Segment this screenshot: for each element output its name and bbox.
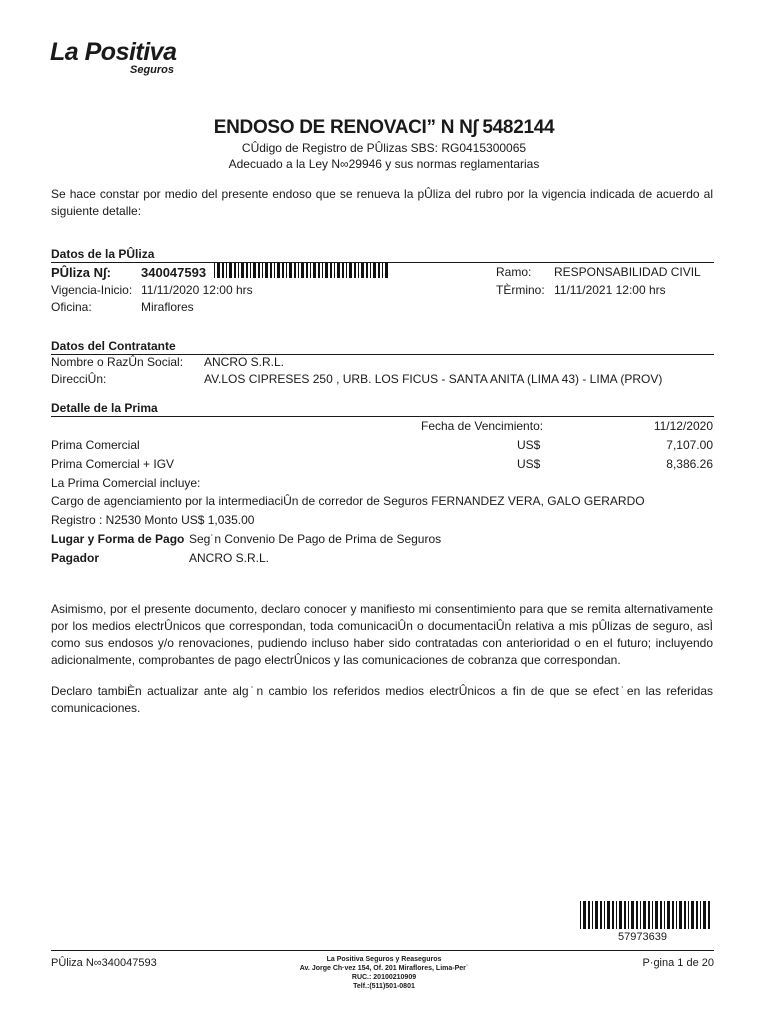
end-value: 11/11/2021 12:00 hrs [554,283,666,297]
intro-paragraph: Se hace constar por medio del presente endoso que se renueva la pÛliza del rubro por la vigencia indicada de acuerdo al siguiente detalle: [51,187,713,218]
document-title: ENDOSO DE RENOVACI” N N∫ 5482144 [213,117,555,138]
premium-row-label: Prima Comercial [51,438,140,452]
premium-section-title: Detalle de la Prima [51,401,714,417]
footer-ruc: RUC.: 20100210909 [351,974,417,981]
logo-main-text: La Positiva [50,38,177,66]
end-label: TÈrmino: [496,283,545,297]
payer-value: ANCRO S.R.L. [189,551,270,565]
premium-row-amount: 8,386.26 [666,457,713,471]
document-code: 57973639 [618,931,667,943]
agency-charge: Cargo de agenciamiento por la intermediaciÛn de corredor de Seguros FERNANDEZ VERA, GALO GERARDO [51,494,645,508]
payer-label: Pagador [51,551,100,565]
ramo-value: RESPONSABILIDAD CIVIL [554,265,701,279]
payment-label: Lugar y Forma de Pago [51,532,185,546]
document-barcode [580,901,714,929]
due-date-label: Fecha de Vencimiento: [421,419,544,433]
footer-page-number: P·gina 1 de 20 [642,957,714,969]
policy-barcode [214,263,390,278]
footer-divider [51,950,714,951]
contractor-section-title: Datos del Contratante [51,339,714,355]
company-logo [50,38,200,82]
update-paragraph: Declaro tambiÈn actualizar ante alg˙n cambio los referidos medios electrÛnicos a fin de que se efect˙en las referidas comunicaciones. [51,684,713,715]
contractor-address-value: AV.LOS CIPRESES 250 , URB. LOS FICUS - SANTA ANITA (LIMA 43) - LIMA (PROV) [204,372,663,386]
policy-number-label: PÛliza N∫: [51,265,111,280]
registry-code: CÛdigo de Registro de PÛlizas SBS: RG0415300065 [241,141,527,155]
law-reference: Adecuado a la Ley N∞29946 y sus normas reglamentarias [228,157,540,171]
footer-company-info [284,955,484,991]
footer-company: La Positiva Seguros y Reaseguros [326,956,442,963]
due-date-value: 11/12/2020 [653,419,713,433]
footer-policy-number: PÛliza N∞340047593 [51,957,157,969]
policy-section-title: Datos de la PÛliza [51,247,714,263]
footer-address: Av. Jorge Ch·vez 154, Of. 201 Miraflores, Lima-Per˙ [299,965,469,972]
premium-row-amount: 7,107.00 [666,438,713,452]
contractor-name-label: Nombre o RazÛn Social: [51,355,184,369]
broker-registry: Registro : N2530 Monto US$ 1,035.00 [51,513,255,527]
logo-sub-text: Seguros [130,64,175,76]
payment-value: Seg˙n Convenio De Pago de Prima de Seguros [189,532,442,546]
premium-row-currency: US$ [517,457,541,471]
premium-includes: La Prima Comercial incluye: [51,476,201,490]
office-value: Miraflores [141,300,194,314]
start-value: 11/11/2020 12:00 hrs [141,283,253,297]
contractor-address-label: DirecciÛn: [51,372,107,386]
ramo-label: Ramo: [496,265,532,279]
office-label: Oficina: [51,300,92,314]
premium-row-label: Prima Comercial + IGV [51,457,175,471]
policy-number-value: 340047593 [141,265,207,280]
footer-phone: Telf.:(511)501-0801 [353,983,415,990]
start-label: Vigencia-Inicio: [51,283,133,297]
consent-paragraph: Asimismo, por el presente documento, declaro conocer y manifiesto mi consentimiento para que se remita alternativamente por los medios electrÛnicos que correspondan, toda comunicaciÛn o documentaciÛn relativa a mis pÛlizas de seguro, asÌ como sus endosos y/o renovaciones, pudiendo incluso haber sido contratadas con anterioridad o en el futuro; incluyendo adicionalmente, comprobantes de pago electrÛnicos y las comunicaciones de cobranza que correspondan. [51,602,713,667]
contractor-name-value: ANCRO S.R.L. [204,355,285,369]
premium-row-currency: US$ [517,438,541,452]
